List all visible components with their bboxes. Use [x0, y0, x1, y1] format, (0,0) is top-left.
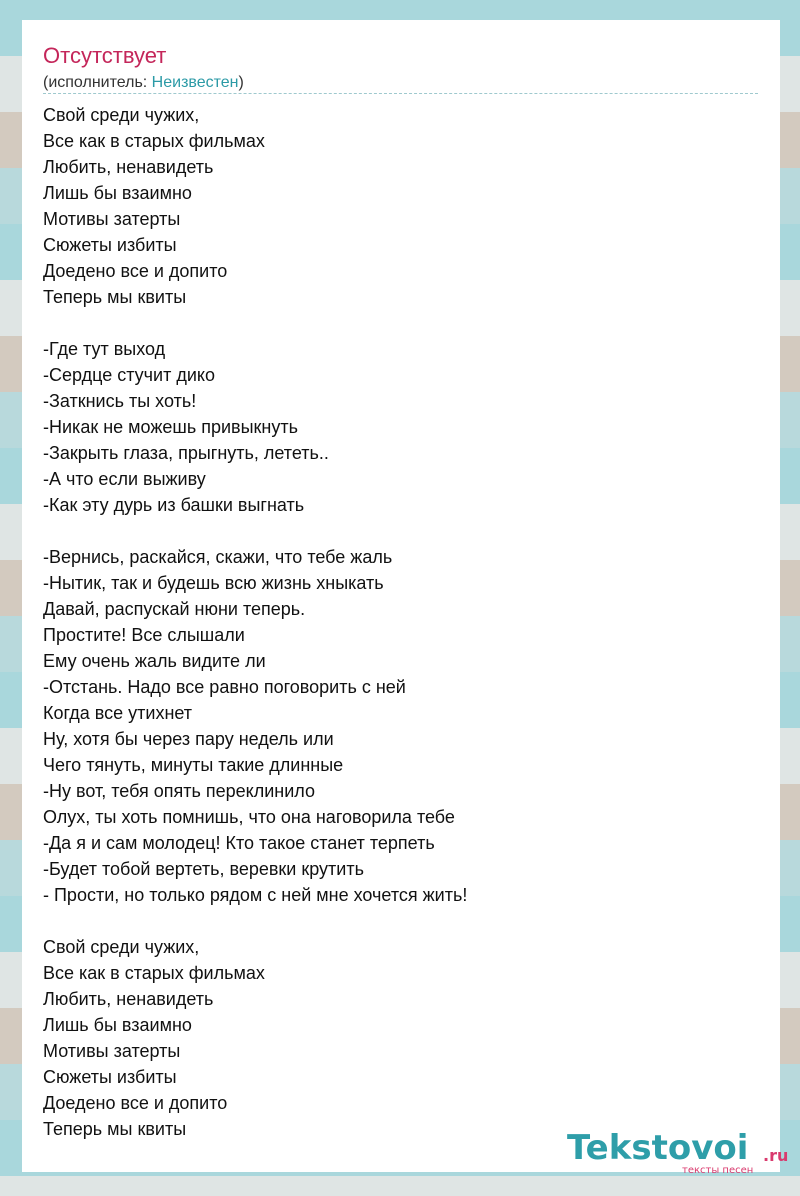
artist-line	[43, 73, 244, 93]
lyric-line: Любить, ненавидеть	[43, 157, 214, 177]
lyric-line: -А что если выживу	[43, 469, 206, 489]
lyric-line: Давай, распускай нюни теперь.	[43, 599, 306, 619]
lyric-line: Свой среди чужих,	[43, 937, 200, 957]
lyric-line: -Заткнись ты хоть!	[43, 391, 197, 411]
logo-domain: .ru	[763, 1146, 789, 1165]
song-title: Отсутствует	[43, 43, 167, 68]
lyric-line: Мотивы затерты	[43, 209, 181, 229]
logo-tagline: тексты песен	[682, 1165, 754, 1176]
lyrics-card	[22, 20, 789, 1176]
lyric-line: Доедено все и допито	[43, 261, 228, 281]
lyric-line: Свой среди чужих,	[43, 105, 200, 125]
lyric-line: Лишь бы взаимно	[43, 1015, 192, 1035]
lyric-line: -Закрыть глаза, прыгнуть, лететь..	[43, 443, 329, 463]
lyric-line: -Нытик, так и будешь всю жизнь хныкать	[43, 573, 384, 593]
lyric-line: -Отстань. Надо все равно поговорить с ней	[43, 677, 406, 697]
lyric-line: Все как в старых фильмах	[43, 131, 265, 151]
artist-link[interactable]: Неизвестен	[151, 74, 239, 91]
logo-wordmark: Tekstovoi	[567, 1128, 749, 1168]
lyric-line: Лишь бы взаимно	[43, 183, 192, 203]
lyric-line: -Как эту дурь из башки выгнать	[43, 495, 305, 515]
stanza-break	[43, 310, 758, 336]
lyric-line: -Вернись, раскайся, скажи, что тебе жаль	[43, 547, 393, 567]
dashed-divider	[43, 93, 758, 94]
lyric-line: Любить, ненавидеть	[43, 989, 214, 1009]
lyric-line: -Ну вот, тебя опять переклинило	[43, 781, 315, 801]
lyric-line: Простите! Все слышали	[43, 625, 245, 645]
artist-prefix: (исполнитель:	[43, 74, 152, 91]
lyric-line: - Прости, но только рядом с ней мне хочется жить!	[43, 885, 468, 905]
lyric-line: -Будет тобой вертеть, веревки крутить	[43, 859, 364, 879]
lyric-line: -Да я и сам молодец! Кто такое станет терпеть	[43, 833, 435, 853]
artist-suffix: )	[238, 74, 244, 91]
lyrics-text	[43, 102, 758, 1142]
lyric-line: -Никак не можешь привыкнуть	[43, 417, 298, 437]
lyric-line: Когда все утихнет	[43, 703, 193, 723]
lyric-line: Сюжеты избиты	[43, 1067, 177, 1087]
lyric-line: Олух, ты хоть помнишь, что она наговорила тебе	[43, 807, 455, 827]
lyric-line: Сюжеты избиты	[43, 235, 177, 255]
lyric-line: Ну, хотя бы через пару недель или	[43, 729, 334, 749]
lyric-line: Все как в старых фильмах	[43, 963, 265, 983]
stanza-break	[43, 518, 758, 544]
lyric-line: Теперь мы квиты	[43, 1119, 187, 1139]
site-logo[interactable]	[567, 1128, 789, 1176]
lyric-line: Ему очень жаль видите ли	[43, 651, 266, 671]
lyric-line: Мотивы затерты	[43, 1041, 181, 1061]
lyric-line: Теперь мы квиты	[43, 287, 187, 307]
stanza-break	[43, 908, 758, 934]
lyric-line: Чего тянуть, минуты такие длинные	[43, 755, 344, 775]
lyric-line: -Сердце стучит дико	[43, 365, 215, 385]
lyric-line: Доедено все и допито	[43, 1093, 228, 1113]
lyric-line: -Где тут выход	[43, 339, 166, 359]
